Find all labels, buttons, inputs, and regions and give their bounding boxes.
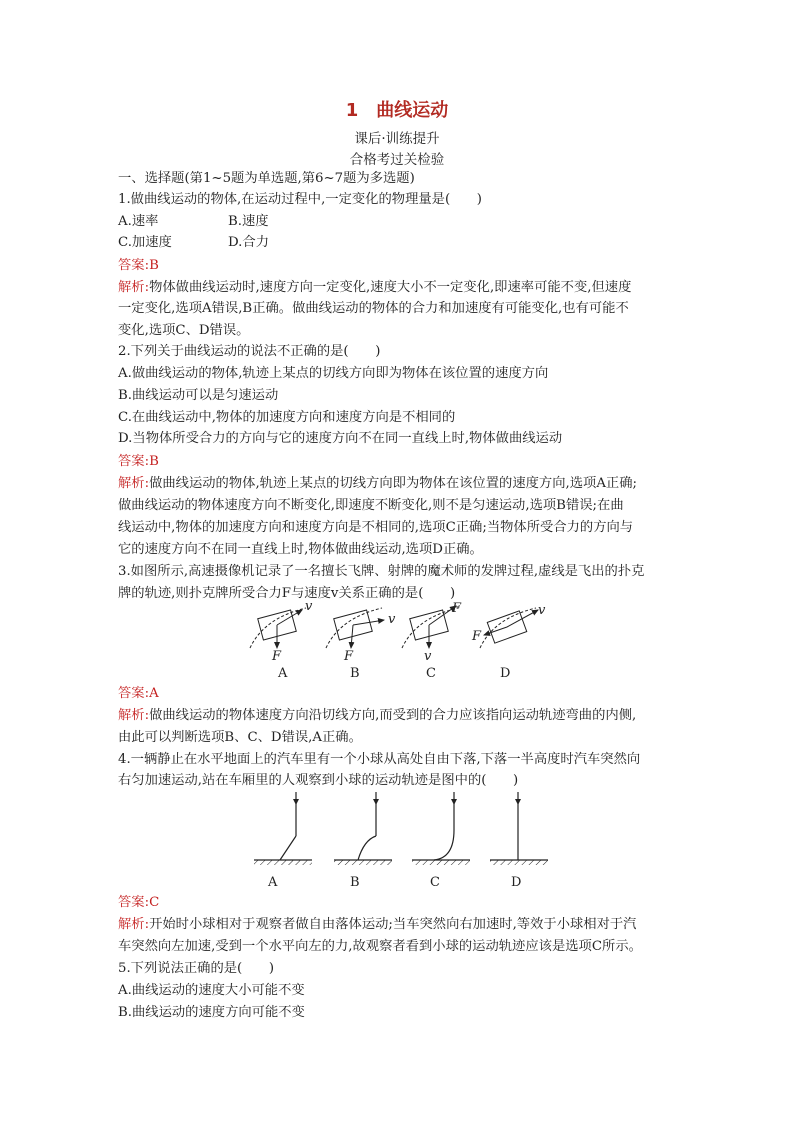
q5-option-b: B.曲线运动的速度方向可能不变: [118, 1005, 305, 1020]
q2-exp-text-1: 做曲线运动的物体,轨迹上某点的切线方向即为物体在该位置的速度方向,选项A正确;: [149, 476, 638, 491]
q3-stem-2: 牌的轨迹,则扑克牌所受合力F与速度v关系正确的是( ): [118, 586, 456, 601]
q1-answer: B: [149, 258, 159, 273]
q3-card-a: [250, 608, 306, 648]
page-title: 1 曲线运动: [345, 100, 449, 121]
q2-option-c: C.在曲线运动中,物体的加速度方向和速度方向是不相同的: [118, 410, 456, 425]
q2-explanation-1: [118, 473, 637, 494]
q2-option-a: A.做曲线运动的物体,轨迹上某点的切线方向即为物体在该位置的速度方向: [118, 366, 549, 381]
analysis-label: 解析:: [118, 476, 150, 491]
q3-explanation-1: [118, 705, 636, 726]
subtitle-qualification: 合格考过关检验: [349, 152, 445, 168]
q3-a-f: F: [272, 649, 282, 664]
q3-label-b: B: [350, 666, 360, 681]
q1-explanation-1: [118, 277, 631, 298]
subtitle-after-class: 课后·训练提升: [354, 131, 440, 147]
q5-stem: 5.下列说法正确的是( ): [118, 961, 275, 976]
q1-explanation-2: 一定变化,选项A错误,B正确。做曲线运动的物体的合力和加速度有可能变化,也有可能不: [118, 301, 629, 316]
q2-explanation-2: 做曲线运动的物体速度方向不断变化,即速度不断变化,则不是匀速运动,选项B错误;在曲: [118, 498, 624, 513]
answer-label: 答案:: [118, 686, 150, 701]
q4-path-a: [254, 792, 312, 865]
q1-option-d: D.合力: [228, 235, 270, 250]
q3-label-d: D: [500, 666, 511, 681]
q3-c-f: F: [452, 601, 462, 616]
q3-card-b: [326, 608, 384, 648]
q4-answer: C: [149, 895, 160, 910]
q3-figure: [244, 600, 564, 682]
analysis-label: 解析:: [118, 917, 150, 932]
q2-option-b: B.曲线运动可以是匀速运动: [118, 388, 279, 403]
q3-explanation-2: 由此可以判断选项B、C、D错误,A正确。: [118, 730, 362, 745]
q3-d-f: F: [472, 629, 482, 644]
q4-label-c: C: [430, 875, 440, 890]
q3-b-v: v: [388, 612, 396, 627]
q3-d-v: v: [538, 603, 546, 618]
q4-explanation-2: 车突然向左加速,受到一个水平向左的力,故观察者看到小球的运动轨迹应该是选项C所示。: [118, 939, 642, 954]
section-heading: 一、选择题(第1~5题为单选题,第6~7题为多选题): [118, 171, 415, 186]
q4-answer-line: [118, 892, 159, 913]
q1-explanation-3: 变化,选项C、D错误。: [118, 323, 250, 338]
q1-option-b: B.速度: [228, 214, 269, 229]
q4-path-c: [412, 792, 470, 865]
q4-stem-1: 4.一辆静止在水平地面上的汽车里有一个小球从高处自由下落,下落一半高度时汽车突然向: [118, 752, 641, 767]
q4-label-d: D: [511, 875, 522, 890]
q4-label-a: A: [268, 875, 278, 890]
q2-stem: 2.下列关于曲线运动的说法不正确的是( ): [118, 344, 381, 359]
q4-path-d: [490, 792, 548, 865]
q2-explanation-3: 线运动中,物体的加速度方向和速度方向是不相同的,选项C正确;当物体所受合力的方向与: [118, 520, 634, 535]
q5-option-a: A.曲线运动的速度大小可能不变: [118, 983, 305, 998]
q3-label-a: A: [278, 666, 288, 681]
q2-answer: B: [149, 454, 159, 469]
q1-answer-line: [118, 255, 159, 276]
q4-path-b: [334, 792, 392, 865]
q3-stem-1: 3.如图所示,高速摄像机记录了一名擅长飞牌、射牌的魔术师的发牌过程,虚线是飞出的扑克: [118, 564, 645, 579]
q2-answer-line: [118, 451, 159, 472]
q4-exp-text-1: 开始时小球相对于观察者做自由落体运动;当车突然向右加速时,等效于小球相对于汽: [149, 917, 637, 932]
analysis-label: 解析:: [118, 708, 150, 723]
q2-option-d: D.当物体所受合力的方向与它的速度方向不在同一直线上时,物体做曲线运动: [118, 431, 563, 446]
q4-figure: [250, 790, 560, 890]
q1-exp-text-1: 物体做曲线运动时,速度方向一定变化,速度大小不一定变化,即速率可能不变,但速度: [149, 280, 632, 295]
q4-explanation-1: [118, 914, 636, 935]
q3-answer-line: [118, 683, 159, 704]
analysis-label: 解析:: [118, 280, 150, 295]
q1-stem: 1.做曲线运动的物体,在运动过程中,一定变化的物理量是( ): [118, 192, 482, 207]
q3-card-c: [402, 606, 458, 648]
answer-label: 答案:: [118, 258, 150, 273]
q3-label-c: C: [426, 666, 436, 681]
q3-exp-text-1: 做曲线运动的物体速度方向沿切线方向,而受到的合力应该指向运动轨迹弯曲的内侧,: [149, 708, 637, 723]
q3-answer: A: [149, 686, 159, 701]
q1-option-c: C.加速度: [118, 235, 172, 250]
q3-card-d: [480, 608, 538, 648]
q3-b-f: F: [344, 649, 354, 664]
q3-c-v: v: [424, 649, 432, 664]
q3-a-v: v: [305, 600, 313, 614]
q4-label-b: B: [350, 875, 360, 890]
q4-stem-2: 右匀加速运动,站在车厢里的人观察到小球的运动轨迹是图中的( ): [118, 773, 519, 788]
answer-label: 答案:: [118, 895, 150, 910]
q2-explanation-4: 它的速度方向不在同一直线上时,物体做曲线运动,选项D正确。: [118, 542, 483, 557]
answer-label: 答案:: [118, 454, 150, 469]
q1-option-a: A.速率: [118, 214, 159, 229]
